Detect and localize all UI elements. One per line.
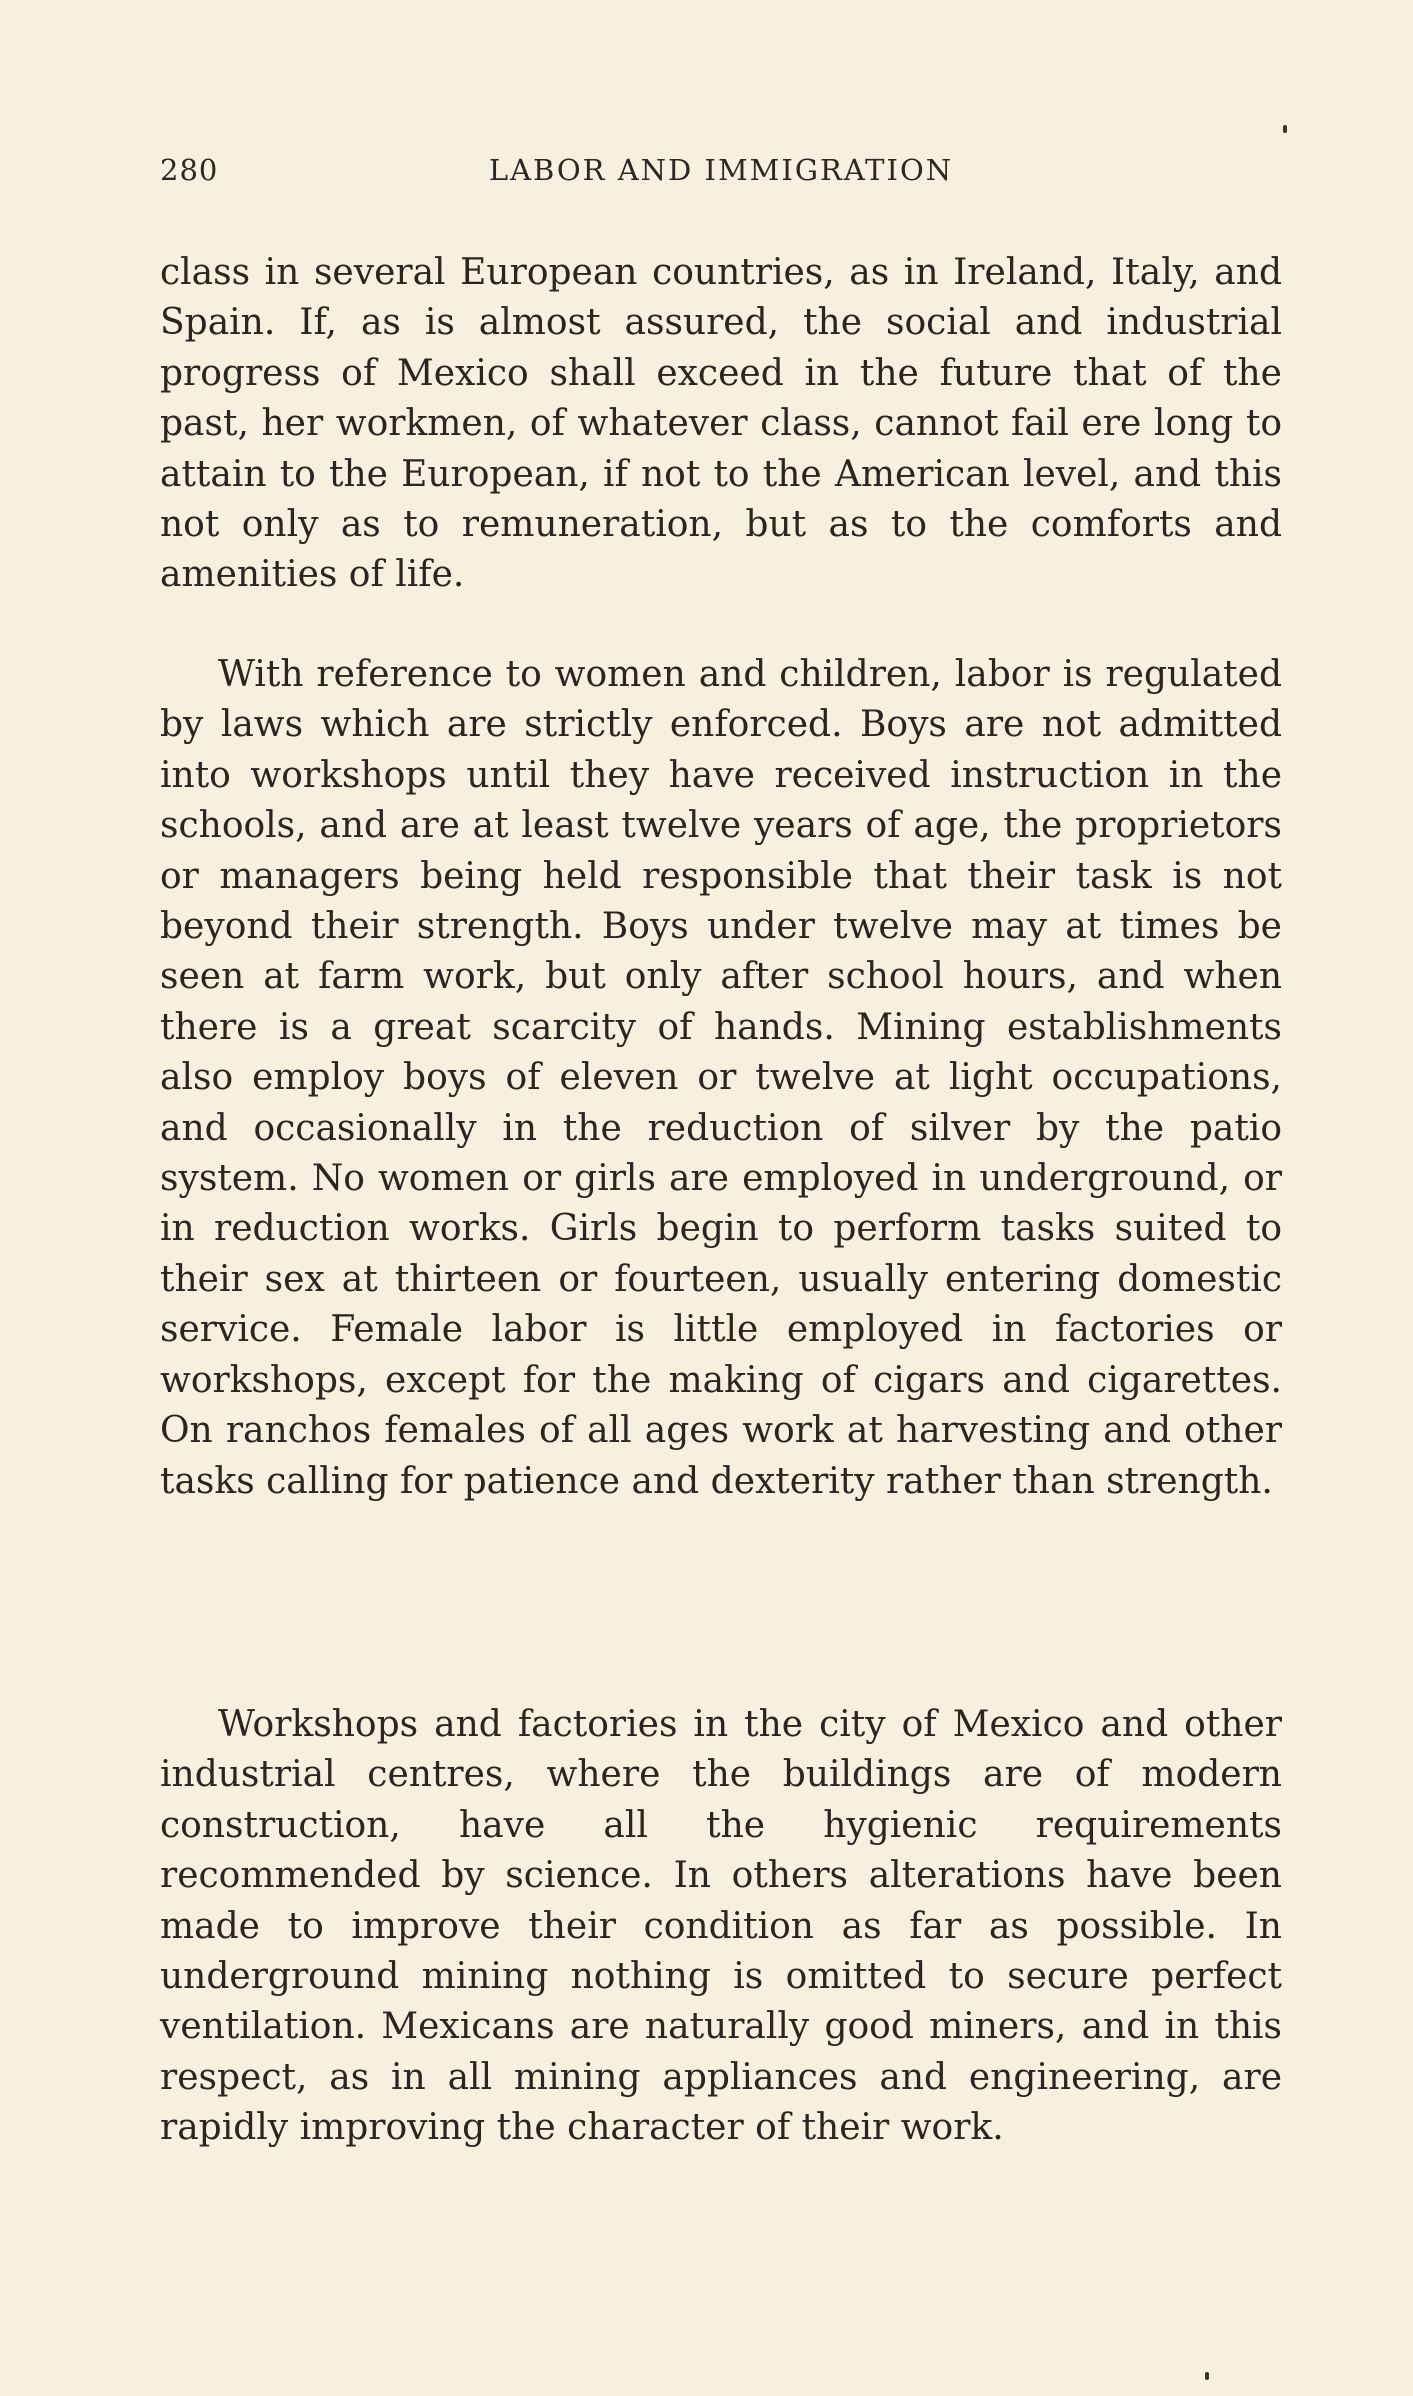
paper-speck <box>1283 125 1287 133</box>
paragraph-workshops-hygiene: Workshops and factories in the city of Mexico and other industrial centres, where the buildings are of modern construction, have all the hygienic requirements recommended by science. In others alterations have been made to improve their condition as far as possible. In underground mining nothing is omitted to secure perfect ventilation. Mexicans are naturally good miners, and in this respect, as in all mining appliances and engineering, are rapidly improving the character of their work. <box>160 1704 1282 2149</box>
paper-speck <box>1205 2372 1209 2380</box>
page-number: 280 <box>160 153 219 187</box>
paragraph-continued: class in several European countries, as in Ireland, Italy, and Spain. If, as is almost assured, the social and industrial progress of Mexico shall exceed in the future that of the past, her workmen, of whatever class, cannot fail ere long to attain to the European, if not to the American level, and this not only as to remuneration, but as to the comforts and amenities of life. <box>160 252 1282 596</box>
paragraph-women-children-labor: With reference to women and children, labor is regulated by laws which are strictly enforced. Boys are not admitted into workshops until they have received instruction in the schools, and are at least twelve years of age, the proprietors or managers being held responsible that their task is not beyond their strength. Boys under twelve may at times be seen at farm work, but only after school hours, and when there is a great scarcity of hands. Mining establishments also employ boys of eleven or twelve at light occupations, and occasionally in the reduction of silver by the patio system. No women or girls are employed in underground, or in reduction works. Girls begin to perform tasks suited to their sex at thirteen or fourteen, usually entering domestic service. Female labor is little employed in factories or workshops, except for the making of cigars and cigarettes. On ranchos females of all ages work at harvesting and other tasks calling for patience and dexterity rather than strength. <box>160 654 1282 1502</box>
running-title: LABOR AND IMMIGRATION <box>488 153 954 187</box>
running-head <box>160 153 1282 203</box>
